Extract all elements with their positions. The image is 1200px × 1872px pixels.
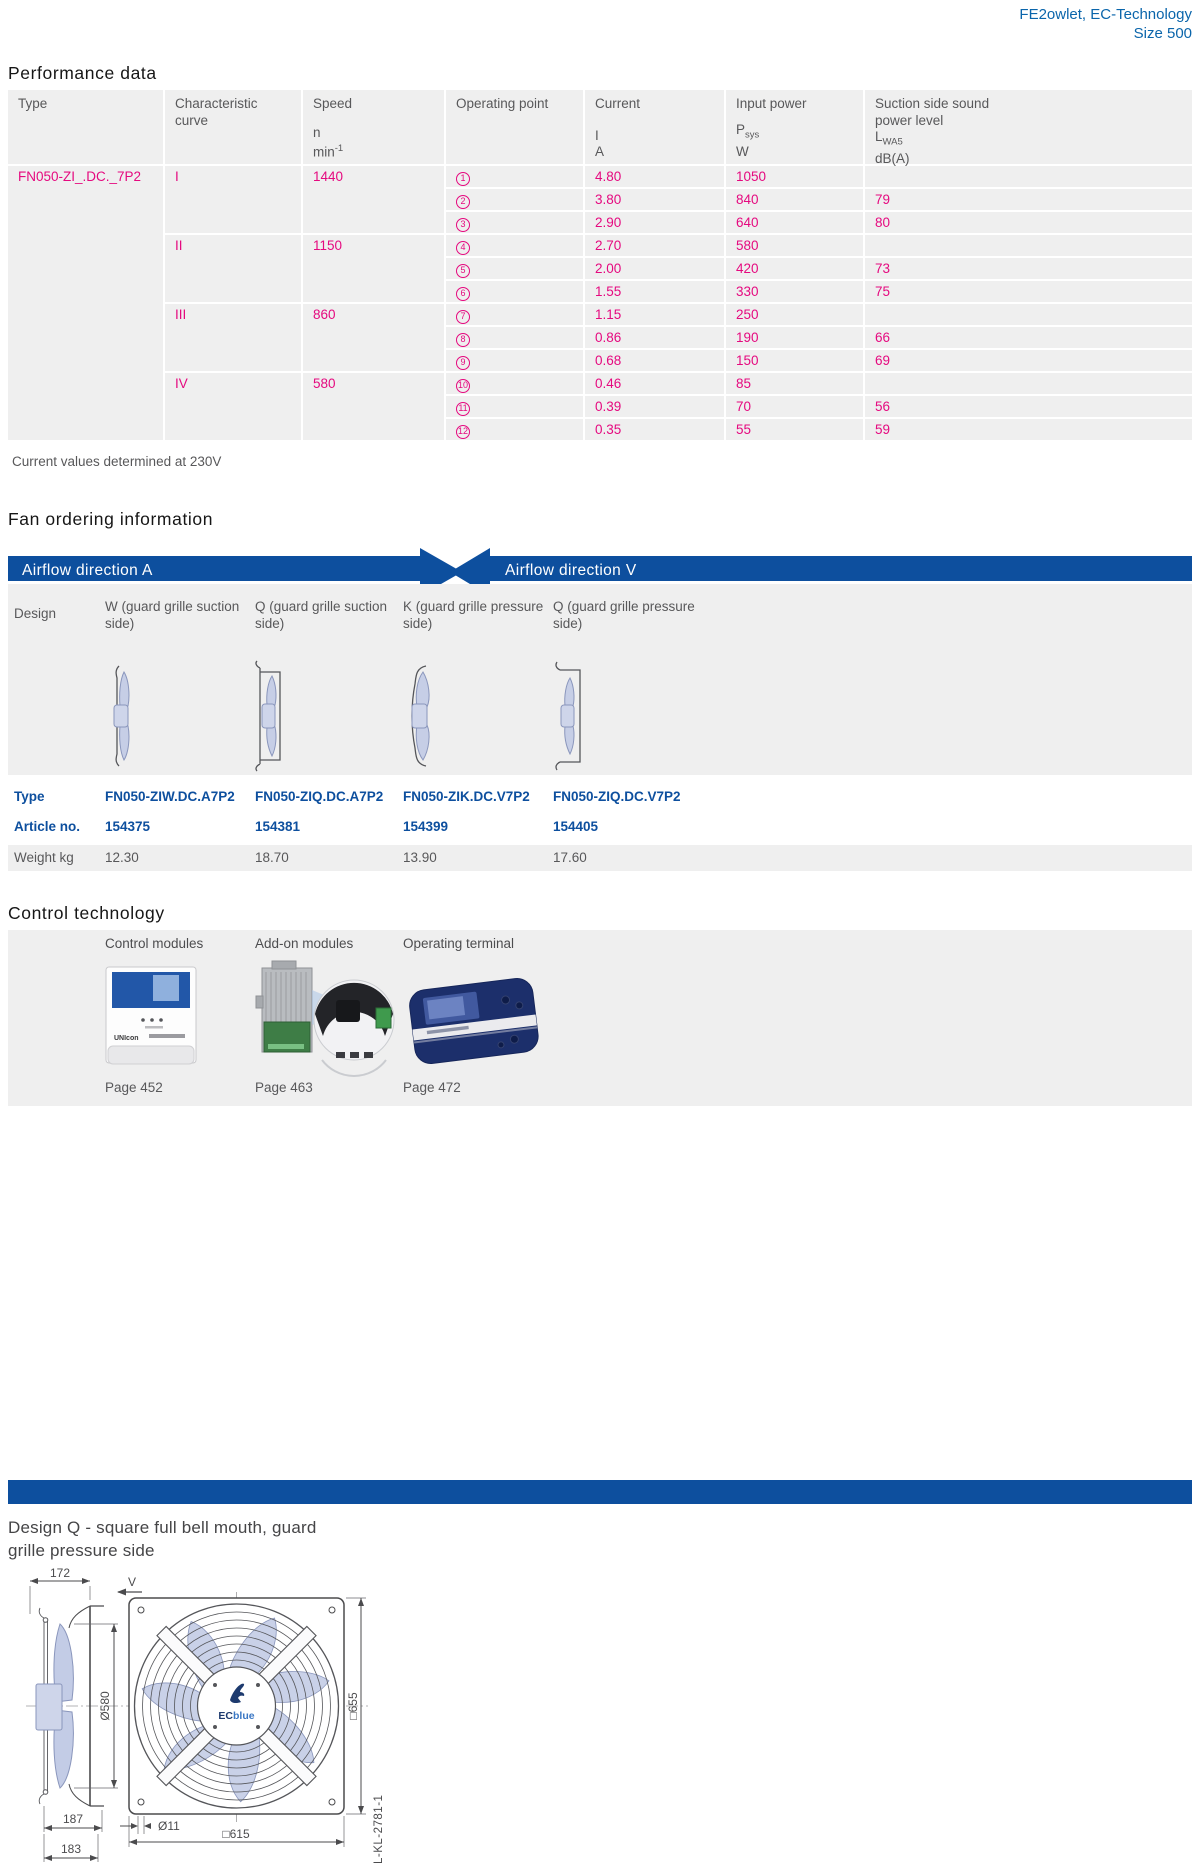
dimension-drawing bbox=[14, 1566, 404, 1870]
dim-183-label: 183 bbox=[60, 1842, 82, 1856]
weight-value-4: 17.60 bbox=[553, 850, 587, 865]
col-header-curve: Characteristic curve bbox=[165, 90, 301, 164]
ecblue-logo-text: ECblue bbox=[218, 1710, 255, 1722]
perf-operating-point-cell bbox=[446, 212, 583, 233]
perf-operating-point-cell bbox=[446, 235, 583, 256]
perf-sound-cell: 73 bbox=[865, 258, 1192, 279]
weight-row-strip bbox=[8, 845, 1192, 871]
type-value-1: FN050-ZIW.DC.A7P2 bbox=[105, 789, 235, 804]
article-value-2: 154381 bbox=[255, 819, 301, 834]
col-header-speed: Speed n $\min^{-1}$ bbox=[303, 90, 444, 164]
perf-power-cell: 330 bbox=[726, 281, 863, 302]
perf-sound-cell: 75 bbox=[865, 281, 1192, 302]
perf-power-cell: 55 bbox=[726, 419, 863, 440]
perf-operating-point-cell bbox=[446, 166, 583, 187]
fan-pictogram-design-q-pressure bbox=[546, 660, 590, 772]
operating-point-badge: 3 bbox=[456, 218, 470, 232]
weight-value-3: 13.90 bbox=[403, 850, 437, 865]
operating-point-badge: 9 bbox=[456, 356, 470, 370]
design-header-k: K (guard grille pressure side) bbox=[403, 599, 544, 631]
page-472-link[interactable]: Page 472 bbox=[403, 1080, 461, 1095]
perf-power-cell: 250 bbox=[726, 304, 863, 325]
operating-terminal-label: Operating terminal bbox=[403, 936, 515, 951]
airflow-v-arrow-label: V bbox=[127, 1575, 137, 1589]
perf-power-cell: 1050 bbox=[726, 166, 863, 187]
article-value-3: 154399 bbox=[403, 819, 449, 834]
airflow-direction-a-label: Airflow direction A bbox=[22, 562, 153, 579]
perf-operating-point-cell bbox=[446, 373, 583, 394]
col-header-current: Current I A bbox=[585, 90, 724, 164]
perf-sound-cell: 80 bbox=[865, 212, 1192, 233]
perf-power-cell: 150 bbox=[726, 350, 863, 371]
operating-point-badge: 4 bbox=[456, 241, 470, 255]
operating-terminal-image bbox=[404, 964, 544, 1080]
design-header-w: W (guard grille suction side) bbox=[105, 599, 240, 631]
addon-modules-label: Add-on modules bbox=[255, 936, 354, 951]
performance-table-body bbox=[8, 166, 1192, 440]
type-row-label: Type bbox=[14, 789, 45, 804]
dim-655-label: □655 bbox=[346, 1692, 360, 1720]
perf-current-cell: 2.70 bbox=[585, 235, 724, 256]
perf-power-cell: 190 bbox=[726, 327, 863, 348]
airflow-direction-v-label: Airflow direction V bbox=[505, 562, 637, 579]
design-header-q-suction: Q (guard grille suction side) bbox=[255, 599, 388, 631]
perf-sound-cell bbox=[865, 304, 1192, 325]
section-divider-bar bbox=[8, 1480, 1192, 1504]
weight-value-2: 18.70 bbox=[255, 850, 289, 865]
perf-operating-point-cell bbox=[446, 350, 583, 371]
page-463-link[interactable]: Page 463 bbox=[255, 1080, 313, 1095]
perf-curve-cell-II: II bbox=[165, 235, 301, 302]
performance-table bbox=[8, 90, 1192, 440]
perf-current-cell: 1.15 bbox=[585, 304, 724, 325]
perf-curve-cell-I: I bbox=[165, 166, 301, 233]
perf-operating-point-cell bbox=[446, 189, 583, 210]
operating-point-badge: 11 bbox=[456, 402, 470, 416]
perf-sound-cell: 79 bbox=[865, 189, 1192, 210]
current-values-note: Current values determined at 230V bbox=[12, 454, 222, 469]
article-row-label: Article no. bbox=[14, 819, 81, 834]
perf-current-cell: 0.86 bbox=[585, 327, 724, 348]
perf-curve-cell-IV: IV bbox=[165, 373, 301, 440]
page-452-link[interactable]: Page 452 bbox=[105, 1080, 163, 1095]
type-value-3: FN050-ZIK.DC.V7P2 bbox=[403, 789, 530, 804]
page-header bbox=[1019, 5, 1192, 43]
size-label: Size 500 bbox=[1133, 25, 1192, 42]
perf-operating-point-cell bbox=[446, 304, 583, 325]
perf-operating-point-cell bbox=[446, 281, 583, 302]
control-module-image bbox=[105, 966, 197, 1070]
article-value-4: 154405 bbox=[553, 819, 599, 834]
perf-sound-cell: 59 bbox=[865, 419, 1192, 440]
perf-current-cell: 4.80 bbox=[585, 166, 724, 187]
perf-type-cell: FN050-ZI_.DC._7P2 bbox=[8, 166, 163, 440]
perf-speed-cell-I: 1440 bbox=[303, 166, 444, 233]
dim-172-label: 172 bbox=[49, 1566, 71, 1580]
col-header-operating-point: Operating point bbox=[446, 90, 583, 164]
perf-speed-cell-IV: 580 bbox=[303, 373, 444, 440]
performance-table-header bbox=[8, 90, 1192, 164]
perf-current-cell: 2.00 bbox=[585, 258, 724, 279]
dim-615-label: □615 bbox=[222, 1827, 250, 1841]
perf-speed-cell-II: 1150 bbox=[303, 235, 444, 302]
fan-pictogram-design-w bbox=[98, 660, 142, 772]
svg-text:UNIcon: UNIcon bbox=[114, 1035, 139, 1042]
perf-sound-cell: 66 bbox=[865, 327, 1192, 348]
type-value-2: FN050-ZIQ.DC.A7P2 bbox=[255, 789, 384, 804]
operating-point-badge: 10 bbox=[456, 379, 470, 393]
hub-circle bbox=[198, 1667, 276, 1745]
perf-operating-point-cell bbox=[446, 419, 583, 440]
design-header-q-pressure: Q (guard grille pressure side) bbox=[553, 599, 695, 631]
perf-power-cell: 85 bbox=[726, 373, 863, 394]
perf-power-cell: 420 bbox=[726, 258, 863, 279]
product-line-title: FE2owlet, EC-Technology bbox=[1019, 6, 1192, 23]
operating-point-badge: 1 bbox=[456, 172, 470, 186]
operating-point-badge: 2 bbox=[456, 195, 470, 209]
operating-point-badge: 6 bbox=[456, 287, 470, 301]
perf-power-cell: 580 bbox=[726, 235, 863, 256]
control-modules-label: Control modules bbox=[105, 936, 204, 951]
perf-sound-cell: 69 bbox=[865, 350, 1192, 371]
col-header-sound-level: Suction side sound power level $L_{WA5}$ dB(A) bbox=[865, 90, 1192, 164]
perf-current-cell: 0.46 bbox=[585, 373, 724, 394]
drawing-number-label: L-KL-2781-1 bbox=[373, 1794, 385, 1864]
design-row-label: Design bbox=[14, 606, 57, 621]
operating-point-badge: 5 bbox=[456, 264, 470, 278]
perf-current-cell: 0.68 bbox=[585, 350, 724, 371]
operating-point-badge: 7 bbox=[456, 310, 470, 324]
article-value-1: 154375 bbox=[105, 819, 151, 834]
perf-curve-cell-III: III bbox=[165, 304, 301, 371]
fan-ordering-heading: Fan ordering information bbox=[8, 509, 214, 529]
type-value-4: FN050-ZIQ.DC.V7P2 bbox=[553, 789, 681, 804]
perf-sound-cell bbox=[865, 166, 1192, 187]
perf-current-cell: 0.35 bbox=[585, 419, 724, 440]
perf-operating-point-cell bbox=[446, 327, 583, 348]
weight-value-1: 12.30 bbox=[105, 850, 139, 865]
performance-data-heading: Performance data bbox=[8, 63, 157, 83]
perf-operating-point-cell bbox=[446, 396, 583, 417]
perf-sound-cell bbox=[865, 373, 1192, 394]
perf-current-cell: 3.80 bbox=[585, 189, 724, 210]
control-technology-heading: Control technology bbox=[8, 903, 165, 923]
dim-580-label: Ø580 bbox=[98, 1691, 112, 1721]
perf-sound-cell: 56 bbox=[865, 396, 1192, 417]
weight-row-label: Weight kg bbox=[14, 850, 74, 865]
fan-pictogram-design-k bbox=[396, 660, 440, 772]
perf-current-cell: 2.90 bbox=[585, 212, 724, 233]
perf-speed-cell-III: 860 bbox=[303, 304, 444, 371]
operating-point-badge: 8 bbox=[456, 333, 470, 347]
operating-point-badge: 12 bbox=[456, 425, 470, 439]
perf-power-cell: 640 bbox=[726, 212, 863, 233]
fan-pictogram-design-q-suction bbox=[248, 660, 292, 772]
col-header-type: Type bbox=[8, 90, 163, 164]
dim-11-label: Ø11 bbox=[158, 1819, 180, 1833]
perf-power-cell: 70 bbox=[726, 396, 863, 417]
perf-sound-cell bbox=[865, 235, 1192, 256]
perf-current-cell: 0.39 bbox=[585, 396, 724, 417]
perf-operating-point-cell bbox=[446, 258, 583, 279]
dim-187-label: 187 bbox=[62, 1812, 84, 1826]
design-q-heading: Design Q - square full bell mouth, guard grille pressure side bbox=[8, 1518, 317, 1560]
perf-power-cell: 840 bbox=[726, 189, 863, 210]
col-header-input-power: Input power $P_{sys}$ W bbox=[726, 90, 863, 164]
perf-current-cell: 1.55 bbox=[585, 281, 724, 302]
addon-module-image bbox=[252, 956, 398, 1080]
